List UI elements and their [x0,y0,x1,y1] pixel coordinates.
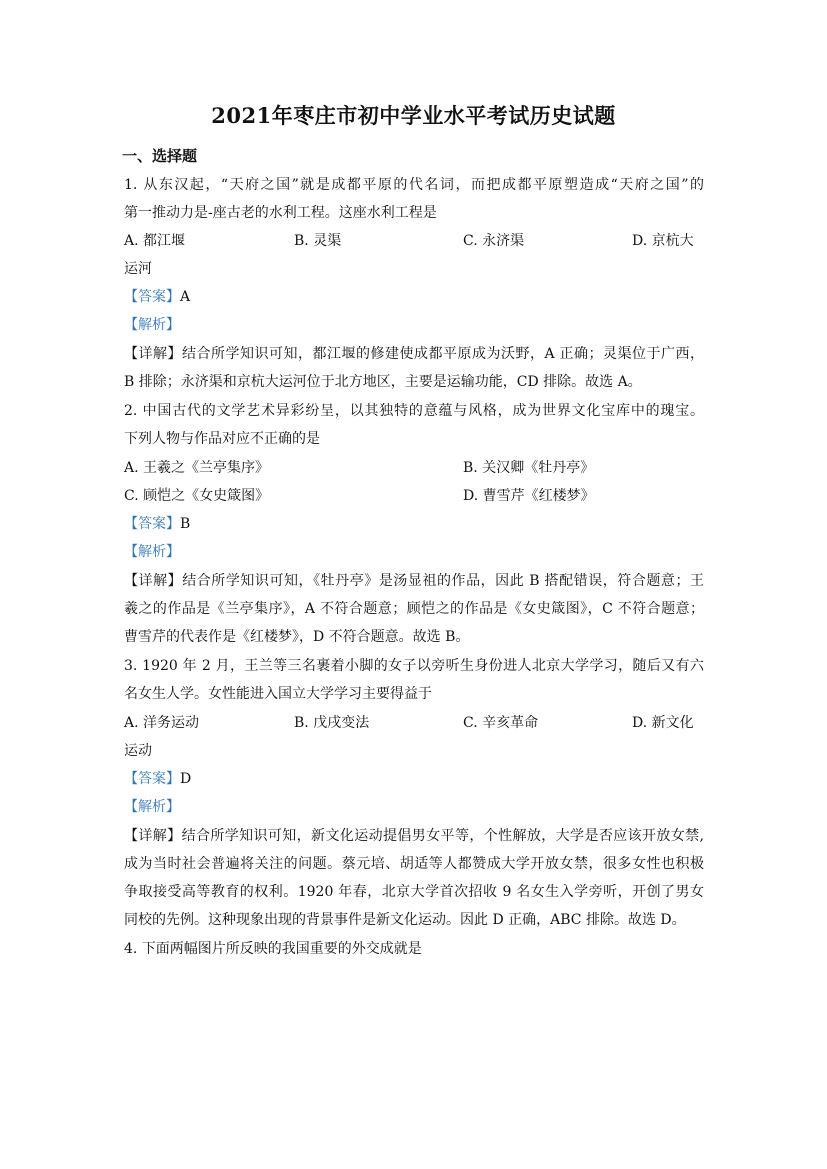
q1-answer-value: A [180,289,191,305]
q2-stem-line-2: 下列人物与作品对应不正确的是 [124,431,320,447]
q3-detail-text-1: 结合所学知识可知，新文化运动提倡男女平等，个性解放，大学是否应该开放女禁, [181,828,705,844]
q2-detail-line-1 [124,571,704,591]
q3-stem-line-1: 3. 1920 年 2 月，王兰等三名裹着小脚的女子以旁听生身份进人北京大学学习，随后又有六 [124,658,704,674]
q1-option-d: D. 京杭大 [632,233,694,249]
q1-detail-line-2: B 排除；永济渠和京杭大运河位于北方地区，主要是运输功能，CD 排除。故选 A。 [124,374,642,390]
q2-detail-line-2: 羲之的作品是《兰亭集序》，A 不符合题意；顾恺之的作品是《女史箴图》，C 不符合题意； [124,601,704,617]
answer-label: 【答案】 [124,516,180,532]
q3-detail-line-2: 成为当时社会普遍将关注的问题。蔡元培、胡适等人都赞成大学开放女禁，很多女性也积极 [124,856,704,872]
q2-detail-line-3: 曹雪芹的代表作是《红楼梦》，D 不符合题意。故选 B。 [124,629,470,645]
q3-analysis-label: 【解析】 [124,799,180,815]
q3-option-c: C. 辛亥革命 [463,715,539,731]
q3-option-d-wrap: 运动 [124,743,152,759]
q3-answer-value: D [180,771,192,787]
q2-analysis-label: 【解析】 [124,544,180,560]
section-heading: 一、选择题 [122,147,198,165]
q1-detail-line-1 [124,344,704,364]
q2-stem-line-1: 2. 中国古代的文学艺术异彩纷呈，以其独特的意蕴与风格，成为世界文化宝库中的瑰宝。 [124,403,704,419]
q2-detail-text-1: 结合所学知识可知，《牡丹亭》是汤显祖的作品，因此 B 搭配错误，符合题意；王 [182,573,705,589]
q1-stem-line-1: 1. 从东汉起，“天府之国”就是成都平原的代名词，而把成都平原塑造成“天府之国”的 [124,177,704,193]
q2-answer-value: B [180,516,191,532]
q3-detail-line-4: 同校的先例。这种现象出现的背景事件是新文化运动。因此 D 正确，ABC 排除。故选 D。 [124,912,686,928]
q2-option-d: D. 曹雪芹《红楼梦》 [463,488,595,504]
page-title: 2021年枣庄市初中学业水平考试历史试题 [211,103,616,128]
q4-stem-line-1: 4. 下面两幅图片所反映的我国重要的外交成就是 [124,941,422,957]
q1-option-d-wrap: 运河 [124,261,152,277]
q2-answer [124,514,704,534]
q1-answer [124,287,704,307]
q3-option-d: D. 新文化 [632,715,694,731]
q3-detail-line-3: 争取接受高等教育的权利。1920 年春，北京大学首次招收 9 名女生入学旁听，开创了男女 [124,884,704,900]
detail-label: 【详解】 [124,828,182,844]
detail-label: 【详解】 [124,573,183,589]
q1-stem-line-2: 第一推动力是-座古老的水利工程。这座水利工程是 [124,205,437,221]
q1-option-a: A. 都江堰 [124,233,186,249]
q2-option-c: C. 顾恺之《女史箴图》 [124,488,270,504]
detail-label: 【详解】 [124,346,182,362]
q2-option-b: B. 关汉卿《牡丹亭》 [463,460,595,476]
q1-option-c: C. 永济渠 [463,233,525,249]
q3-stem-line-2: 名女生人学。女性能进入国立大学学习主要得益于 [124,686,432,702]
q1-option-b: B. 灵渠 [294,233,342,249]
answer-label: 【答案】 [124,771,180,787]
q3-detail-line-1 [124,826,704,846]
answer-label: 【答案】 [124,289,180,305]
q1-analysis-label: 【解析】 [124,317,180,333]
q3-answer [124,769,704,789]
q3-option-b: B. 戊戌变法 [294,715,370,731]
q1-detail-text-1: 结合所学知识可知，都江堰的修建使成都平原成为沃野，A 正确；灵渠位于广西， [182,346,705,362]
q3-option-a: A. 洋务运动 [124,715,200,731]
q2-option-a: A. 王羲之《兰亭集序》 [124,460,270,476]
